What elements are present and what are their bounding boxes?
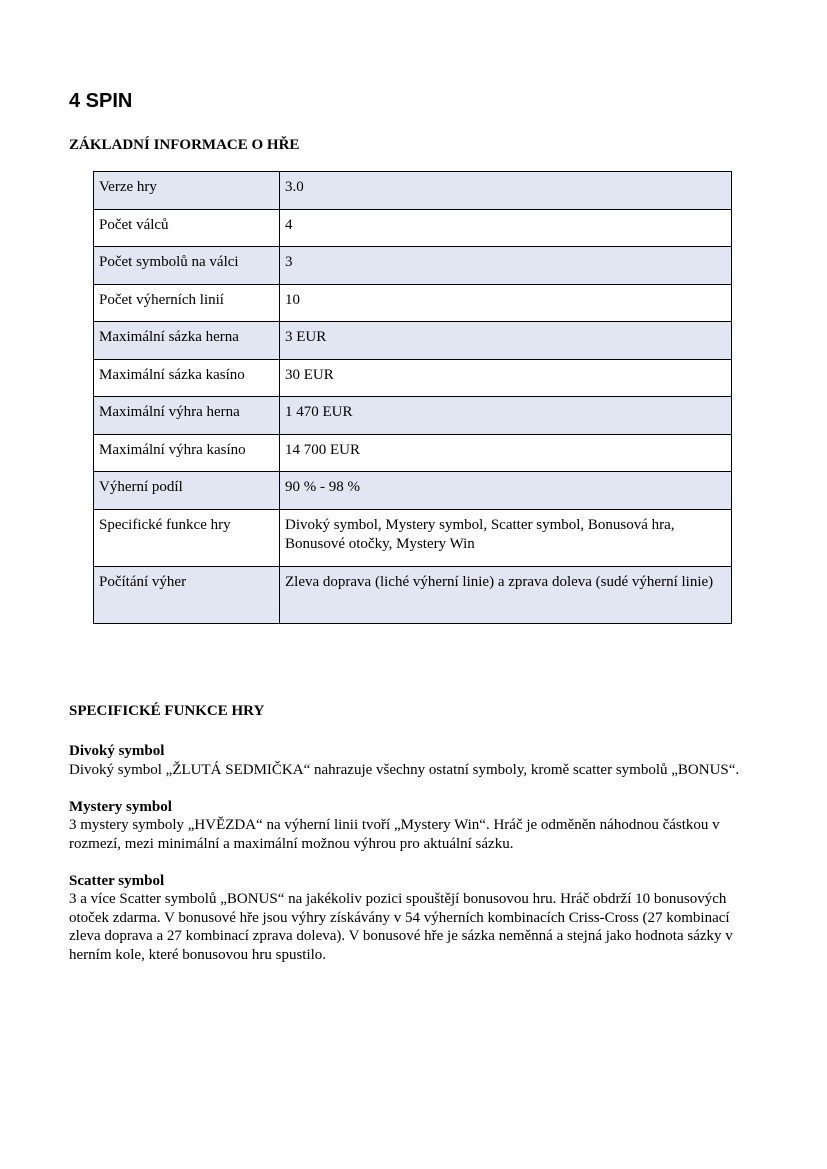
table-row-reel-count — [94, 209, 732, 247]
table-row-max-bet-hall — [94, 322, 732, 360]
row-label: Maximální výhra herna — [94, 397, 280, 435]
feature-description: 3 a více Scatter symbolů „BONUS“ na jakékoliv pozici spouštějí bonusovou hru. Hráč obdrží 10 bonusových otoček zdarma. V bonusové hře jsou výhry získávány v 54 výherních kombinacích Criss-Cross (27 kombinací zleva doprava a 27 kombinací zprava doleva). V bonusové hře je sázka neměnná a stejná jako hodnota sázky v herním kole, které bonusovou hru spustilo. — [69, 891, 733, 963]
basic-info-table — [93, 171, 732, 624]
row-label: Verze hry — [94, 172, 280, 210]
table-row-max-bet-casino — [94, 359, 732, 397]
feature-title: Scatter symbol — [69, 872, 165, 889]
row-value: Zleva doprava (liché výherní linie) a zprava doleva (sudé výherní linie) — [280, 566, 732, 623]
table-row-symbols-per-reel — [94, 247, 732, 285]
row-value: 1 470 EUR — [280, 397, 732, 435]
row-label: Počítání výher — [94, 566, 280, 623]
row-value: 30 EUR — [280, 359, 732, 397]
table-row-specific-features — [94, 509, 732, 566]
row-value: 3 — [280, 247, 732, 285]
feature-wild-symbol — [69, 742, 749, 779]
row-label: Počet výherních linií — [94, 284, 280, 322]
row-value: 3 EUR — [280, 322, 732, 360]
table-row-max-win-hall — [94, 397, 732, 435]
feature-description: 3 mystery symboly „HVĚZDA“ na výherní linii tvoří „Mystery Win“. Hráč je odměněn náhodnou částkou v rozmezí, mezi minimální a maximální možnou výhrou pro aktuální sázku. — [69, 817, 720, 852]
basic-info-heading: ZÁKLADNÍ INFORMACE O HŘE — [69, 137, 300, 153]
row-label: Maximální sázka kasíno — [94, 359, 280, 397]
page-title: 4 SPIN — [69, 90, 133, 112]
row-label: Počet válců — [94, 209, 280, 247]
row-label: Maximální výhra kasíno — [94, 434, 280, 472]
table-row-paylines — [94, 284, 732, 322]
row-value: Divoký symbol, Mystery symbol, Scatter symbol, Bonusová hra, Bonusové otočky, Mystery Win — [280, 509, 732, 566]
feature-title: Divoký symbol — [69, 743, 165, 759]
row-value: 90 % - 98 % — [280, 472, 732, 510]
row-value: 4 — [280, 209, 732, 247]
row-label: Počet symbolů na válci — [94, 247, 280, 285]
row-label: Výherní podíl — [94, 472, 280, 510]
specific-functions-list — [69, 742, 749, 983]
table-row-game-version — [94, 172, 732, 210]
table-row-win-counting — [94, 566, 732, 623]
feature-mystery-symbol — [69, 798, 749, 854]
feature-description: Divoký symbol „ŽLUTÁ SEDMIČKA“ nahrazuje všechny ostatní symboly, kromě scatter symbolů „BONUS“. — [69, 761, 740, 778]
table-row-max-win-casino — [94, 434, 732, 472]
feature-title: Mystery symbol — [69, 798, 172, 815]
row-label: Specifické funkce hry — [94, 509, 280, 566]
row-value: 3.0 — [280, 172, 732, 210]
row-value: 14 700 EUR — [280, 434, 732, 472]
table-row-payout-ratio — [94, 472, 732, 510]
row-value: 10 — [280, 284, 732, 322]
specific-functions-heading: SPECIFICKÉ FUNKCE HRY — [69, 703, 265, 719]
row-label: Maximální sázka herna — [94, 322, 280, 360]
feature-scatter-symbol — [69, 872, 749, 965]
